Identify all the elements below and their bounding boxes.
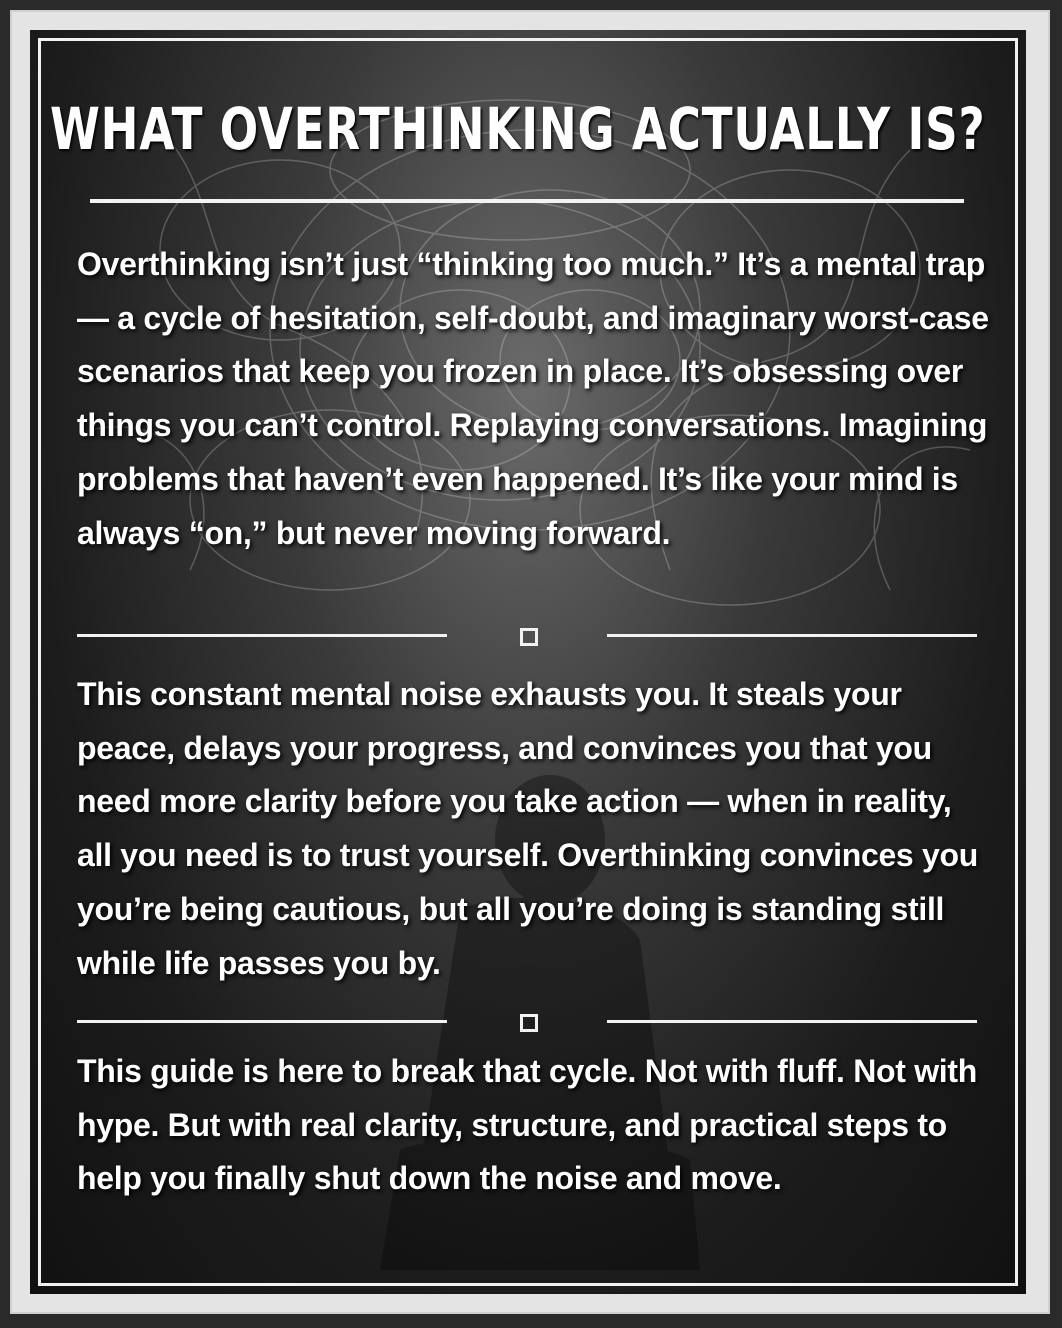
title-underline bbox=[90, 199, 964, 203]
page-title: WHAT OVERTHINKING ACTUALLY IS? bbox=[50, 95, 986, 163]
divider-line-left bbox=[77, 1020, 447, 1023]
divider-line-right bbox=[607, 634, 977, 637]
effects-paragraph: This constant mental noise exhausts you. It steals your peace, delays your progress, and convinces you that you need more clarity before you take action — when in reality, all you need is to trust yourself. Overthinking convinces you you’re being cautious, but all you’re doing is standing still while life passes you by. bbox=[77, 676, 979, 981]
divider-square-icon bbox=[520, 628, 538, 646]
section-divider bbox=[77, 627, 977, 647]
section-divider bbox=[77, 1013, 977, 1033]
intro-paragraph: Overthinking isn’t just “thinking too much.” It’s a mental trap — a cycle of hesitation, self-doubt, and imaginary worst-case scenarios that keep you frozen in place. It’s obsessing over things you can’t control. Replaying conversations. Imagining problems that haven’t even happened. It’s like your mind is always “on,” but never moving forward. bbox=[77, 246, 989, 551]
divider-line-right bbox=[607, 1020, 977, 1023]
guide-purpose-paragraph: This guide is here to break that cycle. Not with fluff. Not with hype. But with real clarity, structure, and practical steps to help you finally shut down the noise and move. bbox=[77, 1053, 977, 1197]
divider-line-left bbox=[77, 634, 447, 637]
divider-square-icon bbox=[520, 1014, 538, 1032]
